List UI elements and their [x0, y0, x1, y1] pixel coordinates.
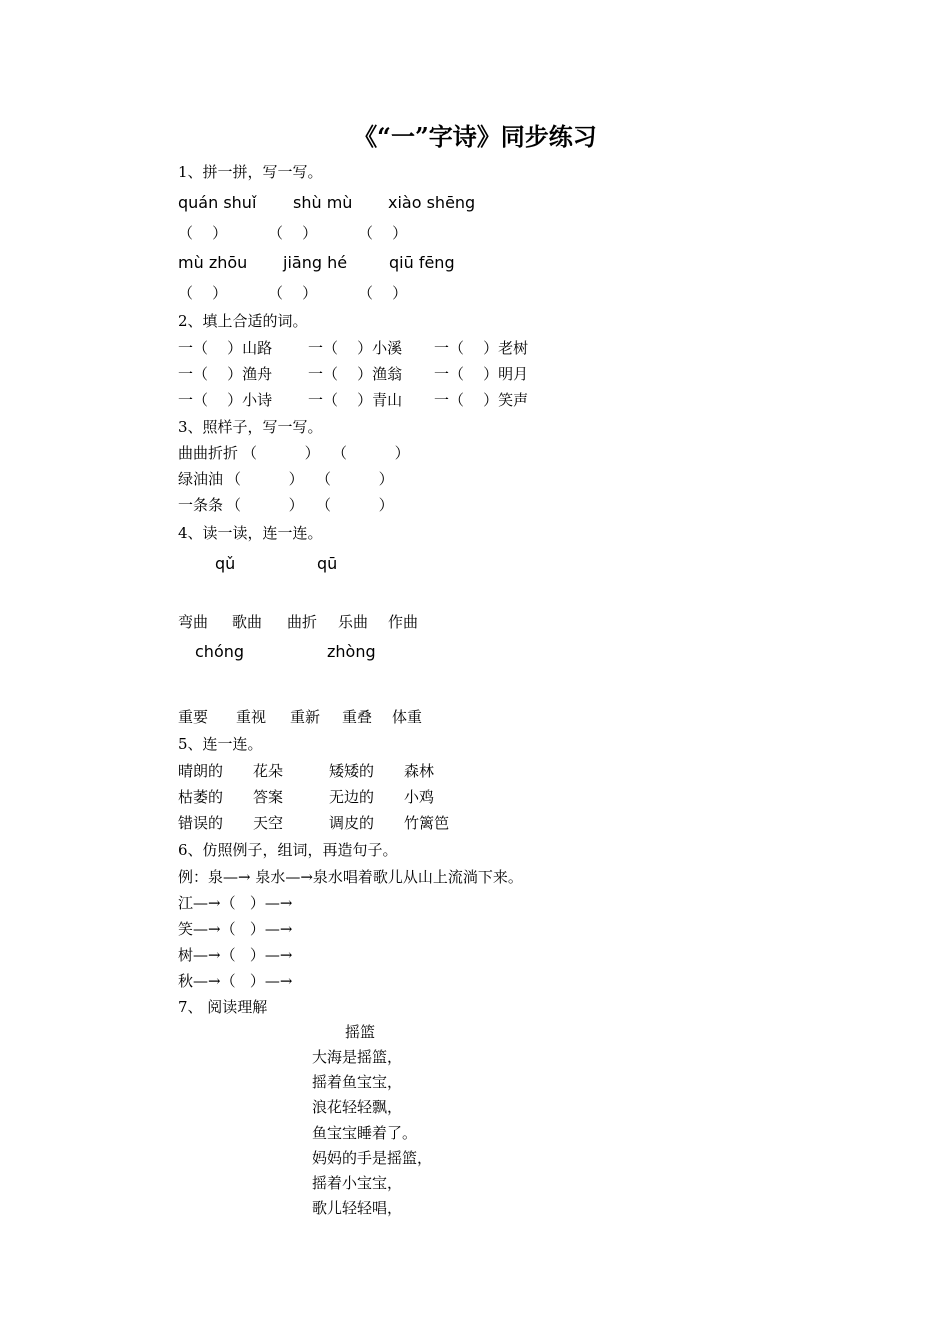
q4-word: 重视 — [236, 708, 267, 726]
poem-line: 摇着鱼宝宝， — [312, 1073, 403, 1091]
poem-line: 摇着小宝宝， — [312, 1174, 403, 1192]
q3-blank: （ ） — [242, 444, 320, 462]
q4-word: 乐曲 — [338, 613, 369, 631]
q4-word: 重要 — [178, 708, 209, 726]
q3-blank: （ ） — [316, 496, 394, 514]
q5-item: 天空 — [253, 814, 284, 832]
poem-title: 摇篮 — [345, 1023, 376, 1041]
q6-row: 树—→（ ）—→ — [178, 946, 293, 964]
q5-heading: 5、连一连。 — [178, 735, 263, 753]
q2-item: 一（ ）青山 — [308, 391, 403, 409]
q6-heading: 6、仿照例子，组词，再造句子。 — [178, 841, 398, 859]
q5-item: 花朵 — [253, 762, 284, 780]
q1-pinyin: mù zhōu — [178, 253, 248, 272]
q2-item: 一（ ）笑声 — [434, 391, 529, 409]
q2-item: 一（ ）明月 — [434, 365, 529, 383]
q5-item: 晴朗的 — [178, 762, 224, 780]
poem-line: 妈妈的手是摇篮， — [312, 1149, 433, 1167]
q4-pinyin: zhòng — [327, 642, 376, 661]
q2-item: 一（ ）老树 — [434, 339, 529, 357]
q3-word: 曲曲折折 — [178, 444, 239, 462]
q2-heading: 2、填上合适的词。 — [178, 312, 308, 330]
q4-word: 作曲 — [388, 613, 419, 631]
q5-item: 矮矮的 — [329, 762, 375, 780]
poem-line: 浪花轻轻飘， — [312, 1098, 403, 1116]
q4-word: 重新 — [290, 708, 321, 726]
q3-blank: （ ） — [226, 470, 304, 488]
page-title: 《“一”字诗》同步练习 — [353, 122, 597, 151]
q1-blank: （ ） — [358, 224, 408, 242]
q1-blank: （ ） — [268, 224, 318, 242]
poem-line: 鱼宝宝睡着了。 — [312, 1124, 418, 1142]
q1-blank: （ ） — [358, 284, 408, 302]
q2-item: 一（ ）小诗 — [178, 391, 273, 409]
q3-heading: 3、照样子，写一写。 — [178, 418, 323, 436]
q2-item: 一（ ）渔舟 — [178, 365, 273, 383]
q5-item: 森林 — [404, 762, 435, 780]
q5-item: 调皮的 — [329, 814, 375, 832]
q1-blank: （ ） — [268, 284, 318, 302]
q5-item: 小鸡 — [404, 788, 435, 806]
poem-line: 歌儿轻轻唱， — [312, 1199, 403, 1217]
q4-pinyin: qū — [317, 554, 338, 573]
q1-pinyin: quán shuǐ — [178, 193, 257, 212]
q3-blank: （ ） — [332, 444, 410, 462]
q6-row: 江—→（ ）—→ — [178, 894, 293, 912]
q1-pinyin: xiào shēng — [388, 193, 476, 212]
q1-blank: （ ） — [178, 284, 228, 302]
q2-item: 一（ ）渔翁 — [308, 365, 403, 383]
q4-word: 曲折 — [287, 613, 318, 631]
q5-item: 枯萎的 — [178, 788, 224, 806]
q1-pinyin: jiāng hé — [283, 253, 348, 272]
q4-heading: 4、读一读，连一连。 — [178, 524, 323, 542]
q4-word: 体重 — [392, 708, 423, 726]
q1-pinyin: qiū fēng — [389, 253, 455, 272]
q5-item: 竹篱笆 — [404, 814, 450, 832]
q3-blank: （ ） — [226, 496, 304, 514]
q5-item: 无边的 — [329, 788, 375, 806]
q4-pinyin: chóng — [195, 642, 245, 661]
q4-word: 歌曲 — [232, 613, 263, 631]
q6-row: 秋—→（ ）—→ — [178, 972, 293, 990]
q3-word: 绿油油 — [178, 470, 224, 488]
q4-word: 弯曲 — [178, 613, 209, 631]
q6-example: 例：泉—→ 泉水—→泉水唱着歌儿从山上流淌下来。 — [178, 868, 523, 886]
q5-item: 答案 — [253, 788, 284, 806]
q1-heading: 1、拼一拼，写一写。 — [178, 163, 323, 181]
q2-item: 一（ ）小溪 — [308, 339, 403, 357]
q5-item: 错误的 — [178, 814, 224, 832]
q2-item: 一（ ）山路 — [178, 339, 273, 357]
q3-blank: （ ） — [316, 470, 394, 488]
q3-word: 一条条 — [178, 496, 224, 514]
q1-blank: （ ） — [178, 224, 228, 242]
q1-pinyin: shù mù — [293, 193, 353, 212]
q4-word: 重叠 — [342, 708, 373, 726]
q6-row: 笑—→（ ）—→ — [178, 920, 293, 938]
q4-pinyin: qǔ — [215, 554, 236, 573]
poem-line: 大海是摇篮， — [312, 1048, 403, 1066]
q7-heading: 7、 阅读理解 — [178, 998, 268, 1016]
